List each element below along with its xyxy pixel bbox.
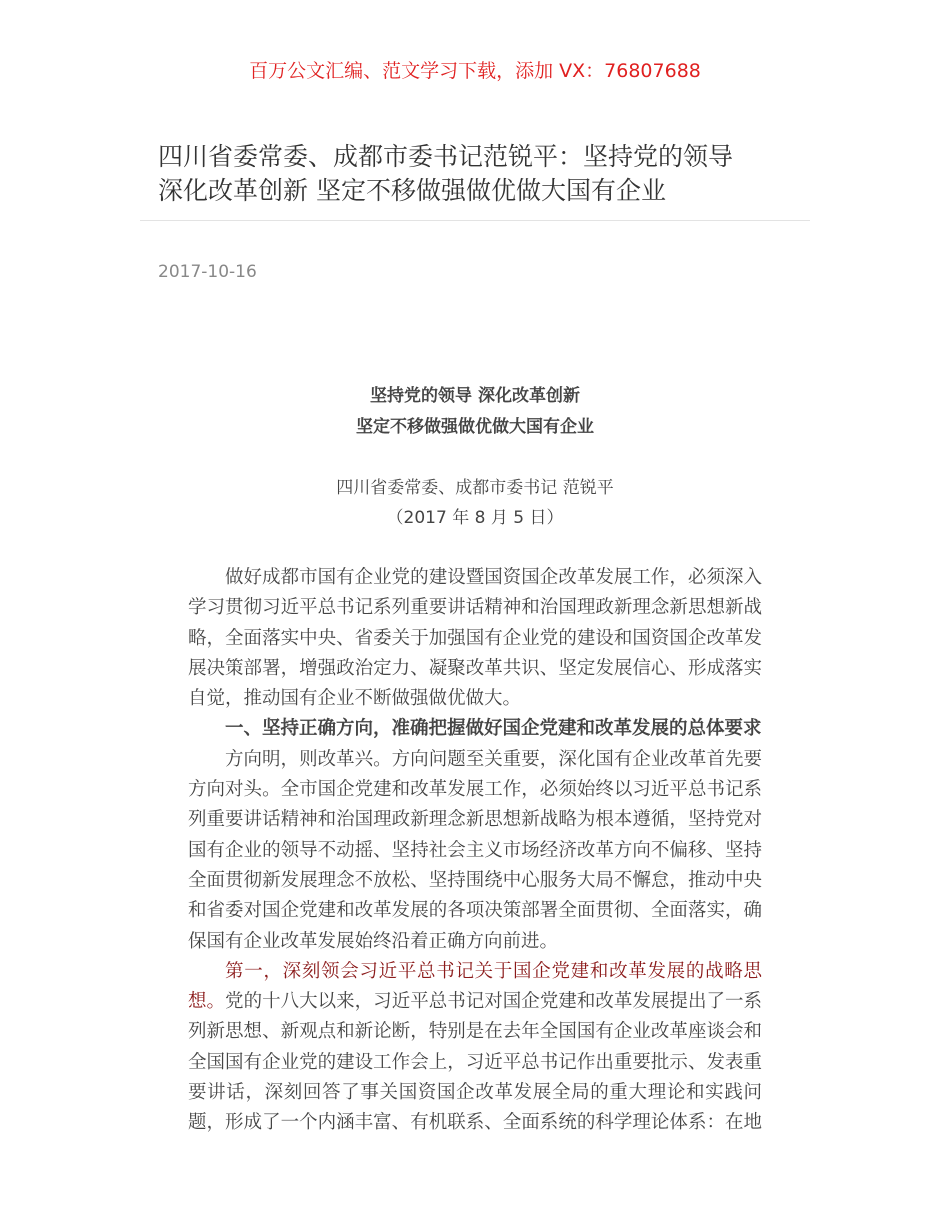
author: 四川省委常委、成都市委书记 范锐平 <box>336 478 614 498</box>
paragraph-line: 做好成都市国有企业党的建设暨国资国企改革发展工作，必须深入 <box>225 567 762 588</box>
emphasis-text: 想。 <box>188 991 226 1013</box>
paragraph-line: 全国国有企业党的建设工作会上，习近平总书记作出重要批示、发表重 <box>188 1051 762 1073</box>
article-subtitle <box>0 381 950 443</box>
emphasis-line: 第一，深刻领会习近平总书记关于国企党建和改革发展的战略思 <box>225 960 762 982</box>
paragraph-text: 党的十八大以来，习近平总书记对国企党建和改革发展提出了一系 <box>225 991 762 1013</box>
subtitle-line: 坚持党的领导 深化改革创新 <box>370 386 580 406</box>
paragraph-line: 自觉，推动国有企业不断做强做优做大。 <box>188 688 522 710</box>
publish-date: 2017-10-16 <box>158 262 257 282</box>
paragraph-line: 国有企业的领导不动摇、坚持社会主义市场经济改革方向不偏移、坚持 <box>188 839 762 861</box>
divider <box>140 220 810 221</box>
paragraph-line: 题，形成了一个内涵丰富、有机联系、全面系统的科学理论体系：在地 <box>188 1112 762 1134</box>
paragraph-line: 方向明，则改革兴。方向问题至关重要，深化国有企业改革首先要 <box>225 748 762 770</box>
paragraph-line <box>188 987 762 1017</box>
article-body <box>188 563 762 1139</box>
paragraph-line: 展决策部署，增强政治定力、凝聚改革共识、坚定发展信心、形成落实 <box>188 657 762 679</box>
subtitle-line: 坚定不移做强做优做大国有企业 <box>356 417 594 437</box>
paragraph-line: 列新思想、新观点和新论断，特别是在去年全国国有企业改革座谈会和 <box>188 1021 762 1043</box>
paragraph-line: 列重要讲话精神和治国理政新理念新思想新战略为根本遵循，坚持党对 <box>188 809 762 831</box>
author-block <box>0 473 950 533</box>
paragraph-line: 保国有企业改革发展始终沿着正确方向前进。 <box>188 930 559 952</box>
page-title <box>158 140 778 208</box>
paragraph-line: 全面贯彻新发展理念不放松、坚持围绕中心服务大局不懈怠，推动中央 <box>188 869 762 891</box>
paragraph-line: 略，全面落实中央、省委关于加强国有企业党的建设和国资国企改革发 <box>188 627 762 649</box>
paragraph-line: 要讲话，深刻回答了事关国资国企改革发展全局的重大理论和实践问 <box>188 1082 762 1104</box>
title-line: 深化改革创新 坚定不移做强做优做大国有企业 <box>158 176 666 205</box>
paragraph-line: 学习贯彻习近平总书记系列重要讲话精神和治国理政新理念新思想新战 <box>188 597 762 619</box>
speech-date: （2017 年 8 月 5 日） <box>386 508 564 528</box>
paragraph-line: 和省委对国企党建和改革发展的各项决策部署全面贯彻、全面落实，确 <box>188 900 762 922</box>
title-line: 四川省委常委、成都市委书记范锐平：坚持党的领导 <box>158 142 734 171</box>
promo-banner: 百万公文汇编、范文学习下载，添加 VX：76807688 <box>249 60 701 82</box>
paragraph-line: 方向对头。全市国企党建和改革发展工作，必须始终以习近平总书记系 <box>188 779 762 801</box>
section-heading: 一、坚持正确方向，准确把握做好国企党建和改革发展的总体要求 <box>225 718 762 740</box>
